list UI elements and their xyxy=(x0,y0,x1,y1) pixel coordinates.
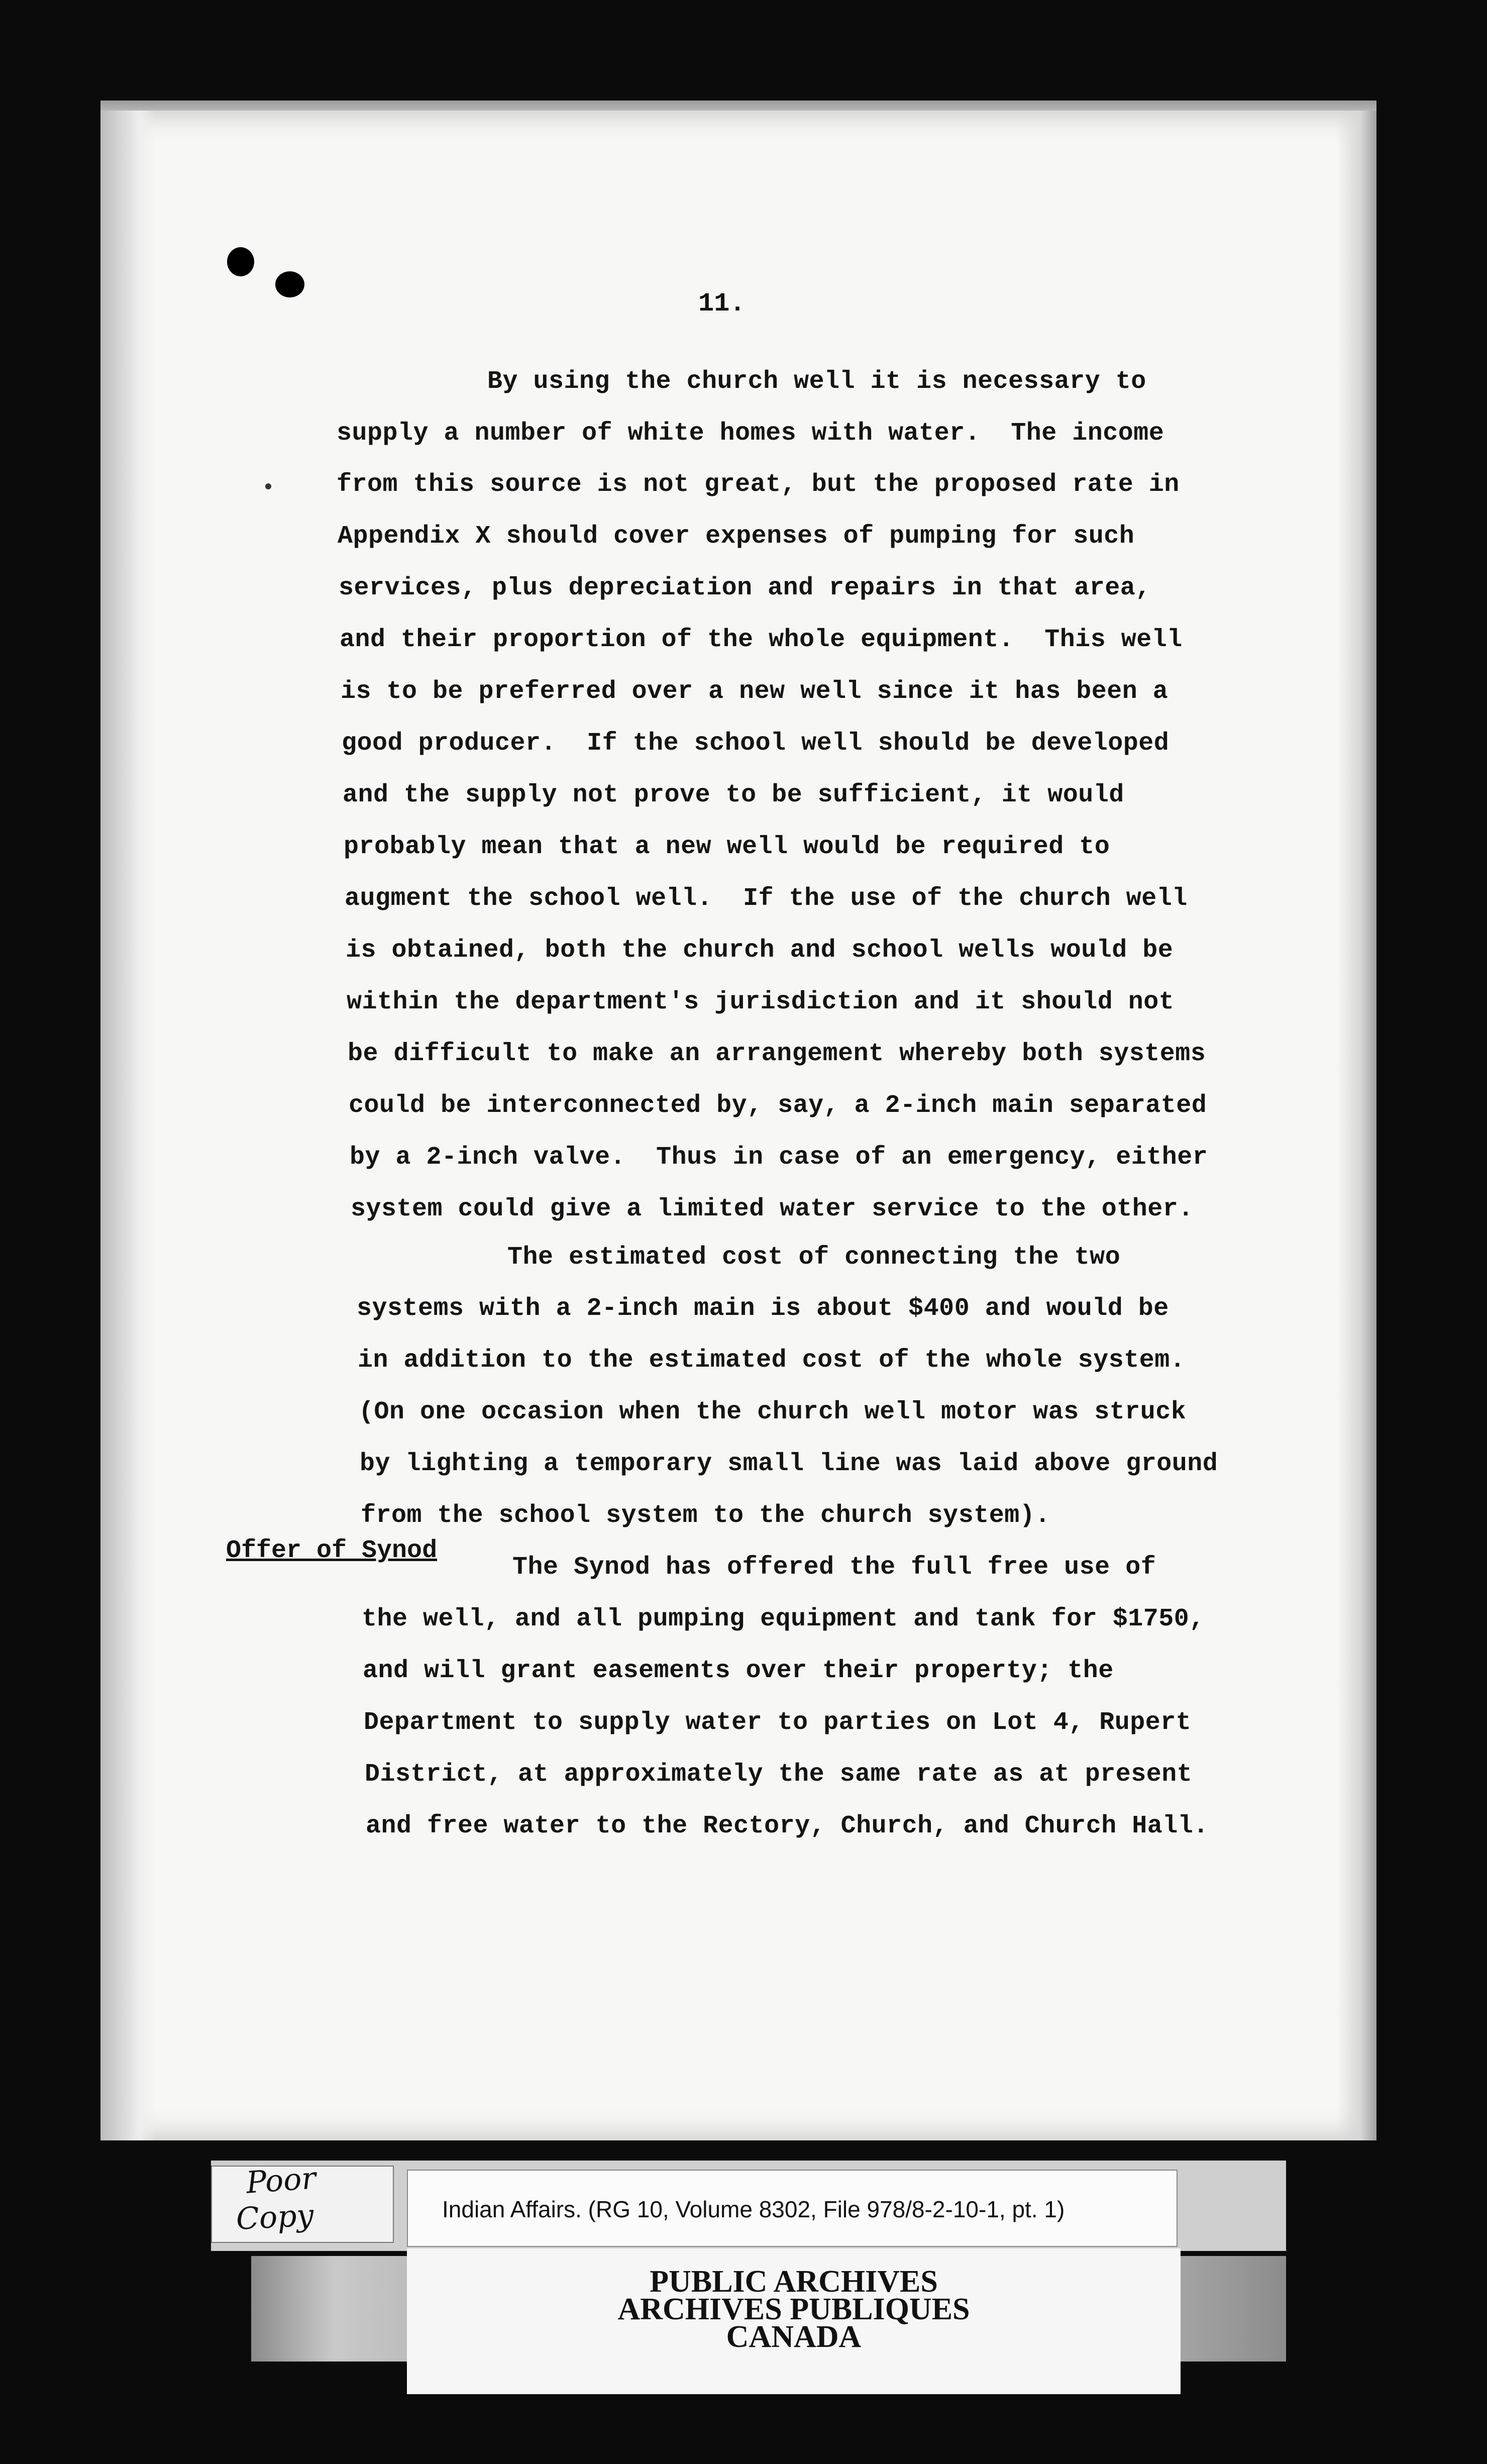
text-line: by a 2-inch valve. Thus in case of an emergency, either xyxy=(350,1143,1208,1172)
punch-hole-mark xyxy=(227,247,254,276)
stamp-line: ARCHIVES PUBLIQUES xyxy=(617,2292,970,2326)
text-line: The estimated cost of connecting the two xyxy=(507,1243,1121,1272)
text-line: The Synod has offered the full free use of xyxy=(512,1553,1156,1582)
text-line: could be interconnected by, say, a 2-inch main separated xyxy=(349,1091,1207,1120)
text-line: supply a number of white homes with water. The income xyxy=(337,419,1164,448)
handwritten-note-line: Poor xyxy=(245,2161,317,2201)
text-line: in addition to the estimated cost of the whole system. xyxy=(358,1346,1186,1375)
text-line: within the department's jurisdiction and it should not xyxy=(347,988,1175,1016)
text-line: and free water to the Rectory, Church, and Church Hall. xyxy=(366,1812,1209,1840)
text-line: from the school system to the church system). xyxy=(361,1501,1050,1530)
stamp-line: PUBLIC ARCHIVES xyxy=(650,2265,938,2299)
text-line: (On one occasion when the church well motor was struck xyxy=(359,1398,1187,1426)
paper-right-shadow xyxy=(1336,111,1376,2140)
text-line: Department to supply water to parties on Lot 4, Rupert xyxy=(364,1708,1192,1737)
text-line: District, at approximately the same rate as at present xyxy=(365,1760,1193,1789)
text-line: augment the school well. If the use of the church well xyxy=(345,884,1188,913)
text-line: be difficult to make an arrangement whereby both systems xyxy=(348,1040,1206,1068)
text-line: By using the church well it is necessary to xyxy=(487,367,1146,396)
page-number: 11. xyxy=(698,289,746,319)
stamp-line: CANADA xyxy=(726,2320,862,2354)
text-line: by lighting a temporary small line was laid above ground xyxy=(360,1450,1218,1478)
archive-citation: Indian Affairs. (RG 10, Volume 8302, File 978/8-2-10-1, pt. 1) xyxy=(442,2196,1065,2222)
text-line: and their proportion of the whole equipment. This well xyxy=(340,626,1183,654)
text-line: good producer. If the school well should be developed xyxy=(342,729,1170,758)
punch-hole-mark xyxy=(275,271,304,297)
text-line: the well, and all pumping equipment and tank for $1750, xyxy=(362,1605,1205,1633)
text-line: and will grant easements over their property; the xyxy=(363,1657,1114,1685)
text-line: is to be preferred over a new well since it has been a xyxy=(341,677,1169,706)
text-line: from this source is not great, but the proposed rate in xyxy=(337,470,1180,499)
text-line: systems with a 2-inch main is about $400 and would be xyxy=(357,1294,1169,1323)
margin-speck xyxy=(265,483,271,489)
text-line: system could give a limited water service to the other. xyxy=(351,1195,1194,1223)
paper-left-shadow xyxy=(100,111,156,2140)
text-line: is obtained, both the church and school wells would be xyxy=(346,936,1174,965)
text-line: Appendix X should cover expenses of pumping for such xyxy=(338,522,1135,551)
section-heading: Offer of Synod xyxy=(226,1536,438,1565)
text-line: and the supply not prove to be sufficient, it would xyxy=(343,781,1124,809)
handwritten-note-line: Copy xyxy=(235,2198,315,2237)
text-line: services, plus depreciation and repairs in that area, xyxy=(339,574,1151,602)
text-line: probably mean that a new well would be required to xyxy=(344,833,1110,861)
